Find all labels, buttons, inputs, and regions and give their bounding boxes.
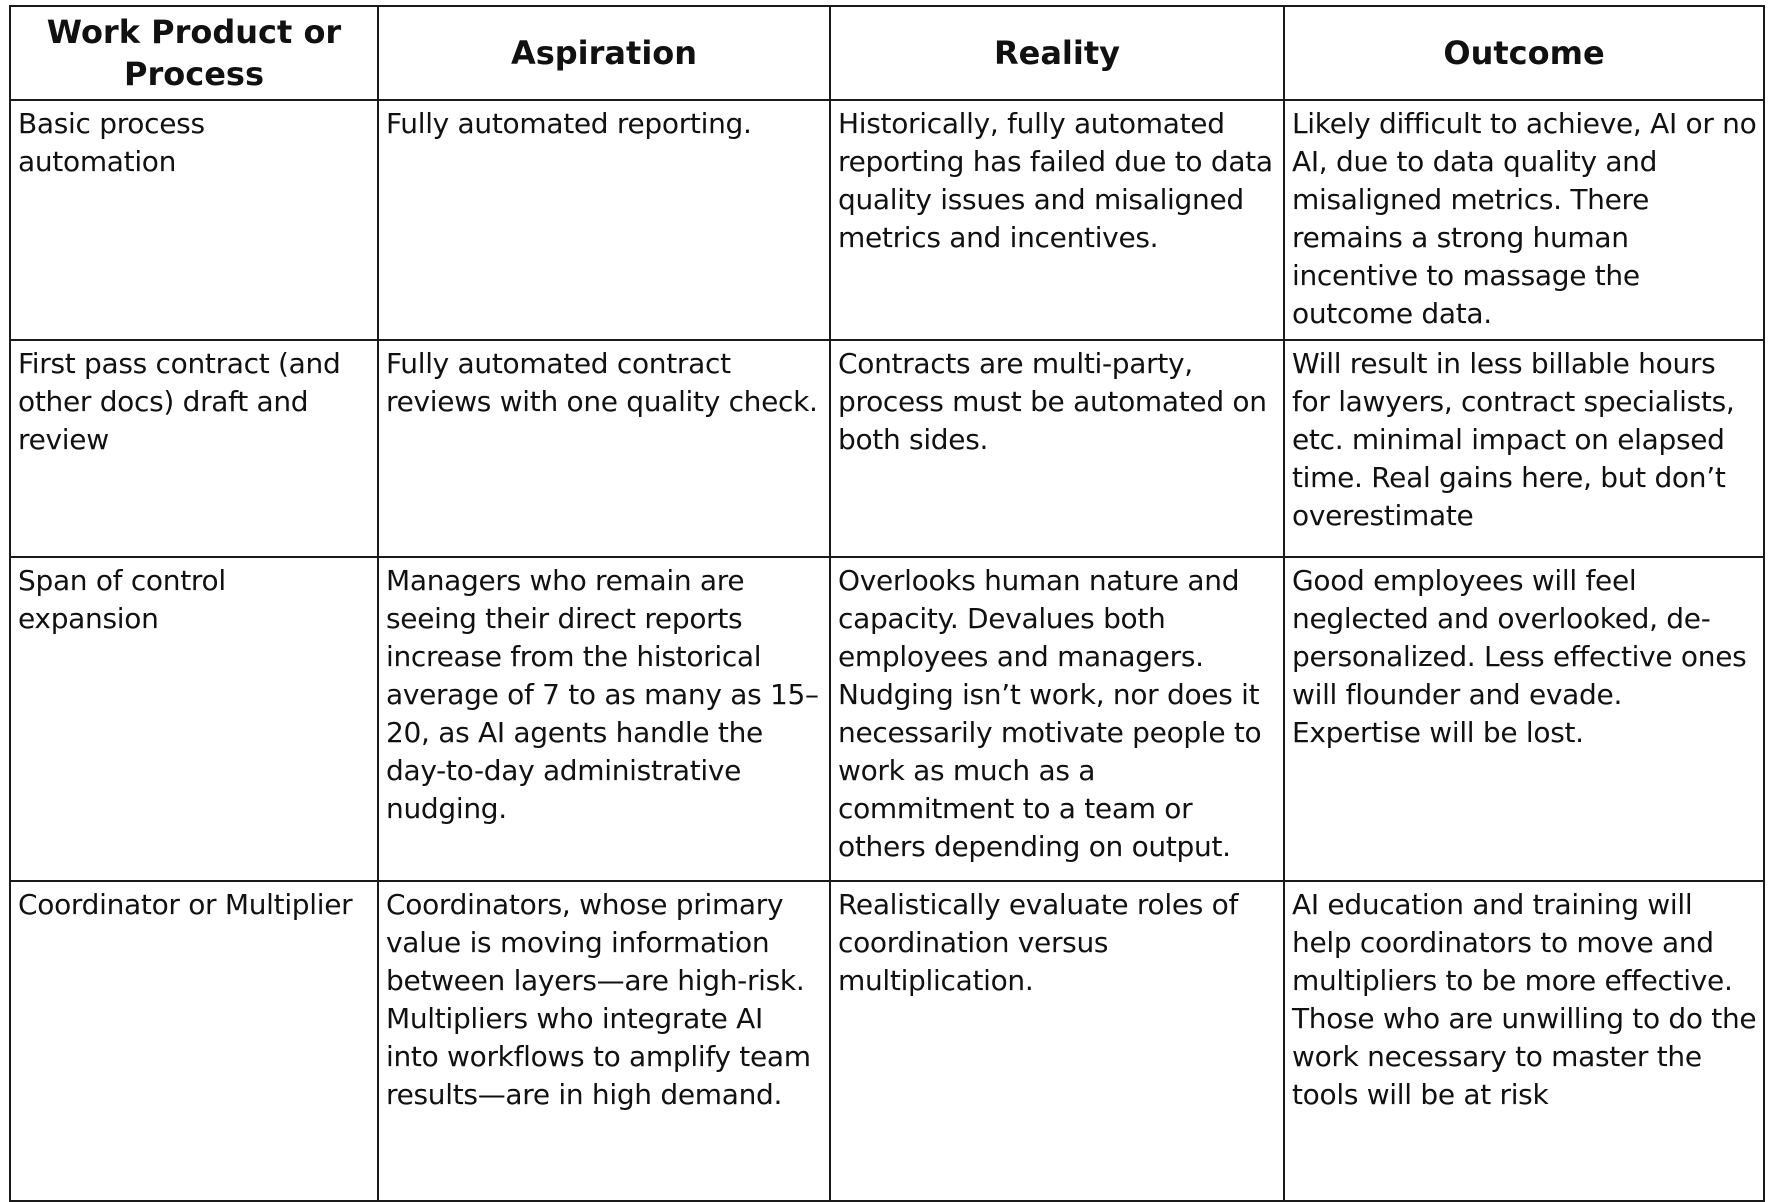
table-row (10, 881, 1764, 1201)
cell-reality: Historically, fully automated reporting has failed due to data quality issues and misaligned metrics and incentives. (830, 100, 1284, 340)
header-reality: Reality (830, 6, 1284, 100)
header-outcome: Outcome (1284, 6, 1764, 100)
cell-work-product: Coordinator or Multiplier (10, 881, 378, 1201)
cell-aspiration: Managers who remain are seeing their direct reports increase from the historical average of 7 to as many as 15–20, as AI agents handle the day-to-day administrative nudging. (378, 557, 830, 881)
cell-outcome: Likely difficult to achieve, AI or no AI, due to data quality and misaligned metrics. There remains a strong human incentive to massage the outcome data. (1284, 100, 1764, 340)
cell-outcome: AI education and training will help coordinators to move and multipliers to be more effective. Those who are unwilling to do the work necessary to master the tools will be at risk (1284, 881, 1764, 1201)
comparison-table (9, 5, 1765, 1202)
cell-outcome: Good employees will feel neglected and overlooked, de-personalized. Less effective ones will flounder and evade. Expertise will be lost. (1284, 557, 1764, 881)
table-row (10, 100, 1764, 340)
cell-outcome: Will result in less billable hours for lawyers, contract specialists, etc. minimal impact on elapsed time. Real gains here, but don’t overestimate (1284, 340, 1764, 557)
header-work-product: Work Product or Process (10, 6, 378, 100)
cell-work-product: Basic process automation (10, 100, 378, 340)
header-aspiration: Aspiration (378, 6, 830, 100)
cell-aspiration: Coordinators, whose primary value is moving information between layers—are high-risk. Multipliers who integrate AI into workflows to amplify team results—are in high demand. (378, 881, 830, 1201)
cell-reality: Contracts are multi-party, process must be automated on both sides. (830, 340, 1284, 557)
cell-work-product: First pass contract (and other docs) draft and review (10, 340, 378, 557)
table-row (10, 557, 1764, 881)
cell-aspiration: Fully automated contract reviews with one quality check. (378, 340, 830, 557)
header-row (10, 6, 1764, 100)
cell-work-product: Span of control expansion (10, 557, 378, 881)
cell-reality: Realistically evaluate roles of coordination versus multiplication. (830, 881, 1284, 1201)
cell-aspiration: Fully automated reporting. (378, 100, 830, 340)
cell-reality: Overlooks human nature and capacity. Devalues both employees and managers. Nudging isn’t work, nor does it necessarily motivate people to work as much as a commitment to a team or others depending on output. (830, 557, 1284, 881)
table-row (10, 340, 1764, 557)
comparison-table-container (9, 5, 1763, 1177)
